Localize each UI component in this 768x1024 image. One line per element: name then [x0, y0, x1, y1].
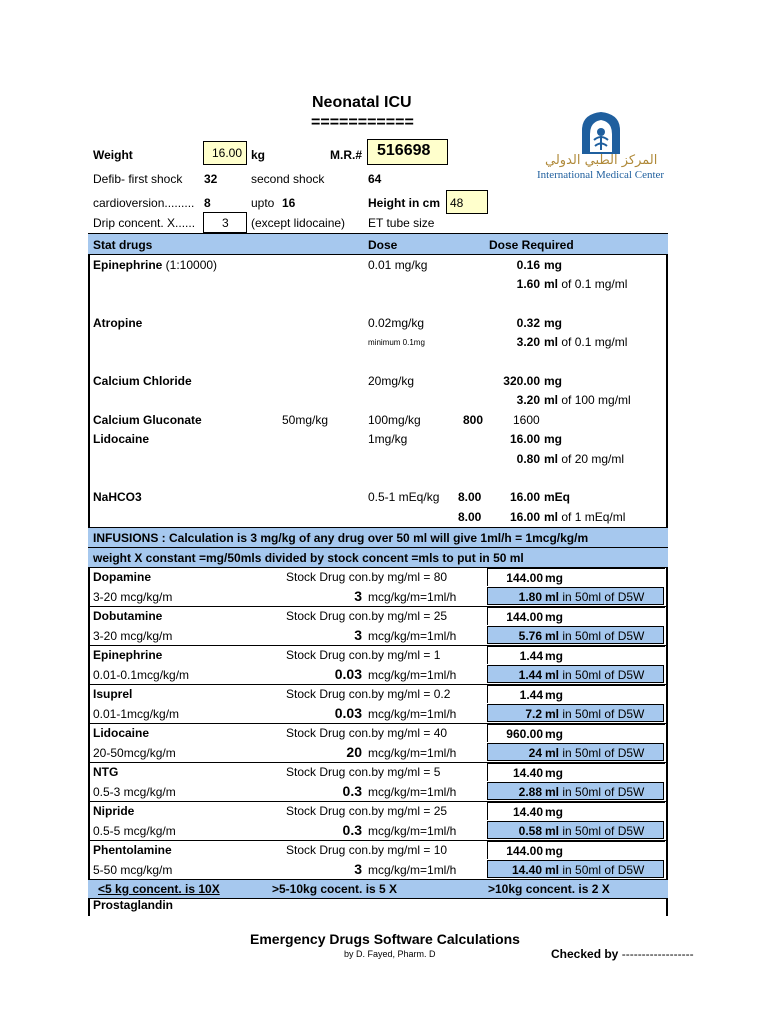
- mr-field[interactable]: [367, 139, 448, 165]
- infusion-mg-value: 1.44: [519, 649, 543, 663]
- prostaglandin-label: Prostaglandin: [93, 898, 174, 912]
- infusion-drug-name: NTG: [93, 765, 119, 779]
- mr-label: M.R.#: [330, 148, 363, 162]
- infusion-factor: 3: [354, 861, 362, 877]
- infusion-mg-value: 960.00: [506, 727, 543, 741]
- infusion-mg-cell: [487, 802, 665, 820]
- infusion-ml-unit: ml: [545, 746, 560, 760]
- concentration-lt5: <5 kg concent. is 10X: [98, 882, 220, 896]
- stat-drug-name: Calcium Gluconate: [93, 413, 202, 427]
- infusion-mg-value: 1.44: [519, 688, 543, 702]
- infusion-mg-cell: [487, 607, 665, 625]
- weight-unit: kg: [251, 148, 266, 162]
- height-label: Height in cm: [368, 196, 441, 210]
- infusion-mg-cell: [487, 646, 665, 664]
- stat-dose: 0.01 mg/kg: [368, 258, 428, 272]
- infusion-ml-note: in 50ml of D5W: [562, 863, 645, 877]
- infusion-factor: 0.03: [334, 666, 362, 682]
- stat-note: of 20 mg/ml: [561, 452, 625, 466]
- stat-unit: mEq: [544, 490, 571, 504]
- stat-unit: ml: [544, 335, 559, 349]
- infusion-stock: [286, 609, 447, 623]
- infusion-ml-value: 5.76: [518, 629, 542, 643]
- infusion-mg-value: 144.00: [506, 610, 543, 624]
- infusion-mg-value: 144.00: [506, 844, 543, 858]
- infusion-ml-unit: ml: [545, 707, 560, 721]
- infusion-range: 0.01-0.1mcg/kg/m: [93, 668, 190, 682]
- infusion-ml-note: in 50ml of D5W: [562, 746, 645, 760]
- stat-dose: 0.02mg/kg: [368, 316, 425, 330]
- stat-drug-name: Atropine: [93, 316, 143, 330]
- infusion-drug-name: Dopamine: [93, 570, 152, 584]
- stat-col-drug: Stat drugs: [93, 238, 153, 252]
- concentration-gt10: >10kg concent. is 2 X: [488, 882, 610, 896]
- stat-drug-name: Lidocaine: [93, 432, 150, 446]
- stat-note: of 1 mEq/ml: [561, 510, 626, 524]
- stat-unit: ml: [544, 452, 559, 466]
- except-label: (except lidocaine): [251, 216, 346, 230]
- stat-dose: 1mg/kg: [368, 432, 408, 446]
- stat-value: 1.60: [516, 277, 540, 291]
- et-tube-label: ET tube size: [368, 216, 435, 230]
- infusion-factor: 3: [354, 588, 362, 604]
- logo-emblem-icon: [578, 110, 624, 156]
- infusion-ml-unit: ml: [545, 668, 560, 682]
- stat-unit: mg: [544, 432, 562, 446]
- title-underline: ===========: [311, 114, 414, 131]
- stat-drug-name: NaHCO3: [93, 490, 142, 504]
- infusion-rate-label: mcg/kg/m=1ml/h: [368, 785, 457, 799]
- infusion-ml-note: in 50ml of D5W: [562, 668, 645, 682]
- infusion-ml-unit: ml: [545, 785, 560, 799]
- infusion-ml-value: 1.44: [518, 668, 542, 682]
- infusion-mg-cell: [487, 724, 665, 742]
- stock-label: Stock Drug con.by mg/ml =: [286, 804, 431, 818]
- stat-value: 16.00: [509, 510, 540, 524]
- stock-value: 0.2: [433, 687, 451, 701]
- infusion-ml-note: in 50ml of D5W: [562, 785, 645, 799]
- infusion-ml-note: in 50ml of D5W: [562, 590, 645, 604]
- infusion-range: 0.5-3 mcg/kg/m: [93, 785, 176, 799]
- infusion-factor: 0.03: [334, 705, 362, 721]
- infusion-ml-cell: [487, 782, 664, 800]
- stat-note: of 0.1 mg/ml: [561, 335, 628, 349]
- infusion-mg-value: 14.40: [512, 805, 543, 819]
- stat-value: 0.16: [516, 258, 540, 272]
- infusion-stock: [286, 726, 447, 740]
- infusion-stock: [286, 648, 440, 662]
- stat-col-required: Dose Required: [489, 238, 574, 252]
- stat-unit: mg: [544, 316, 562, 330]
- infusion-factor: 0.3: [342, 822, 362, 838]
- infusion-mg-unit: mg: [545, 805, 563, 819]
- infusion-ml-unit: ml: [545, 590, 560, 604]
- infusion-drug-name: Phentolamine: [93, 843, 172, 857]
- mr-value: 516698: [377, 142, 431, 159]
- stat-value: 8.00: [458, 510, 482, 524]
- infusion-drug-name: Lidocaine: [93, 726, 150, 740]
- stock-label: Stock Drug con.by mg/ml =: [286, 648, 431, 662]
- stat-note: of 0.1 mg/ml: [561, 277, 628, 291]
- checked-by-label: Checked by: [551, 947, 619, 961]
- infusion-ml-value: 24: [528, 746, 542, 760]
- infusion-mg-value: 14.40: [512, 766, 543, 780]
- logo-english-text: International Medical Center: [537, 169, 665, 181]
- infusion-formula-band: [88, 547, 668, 568]
- table-right-border: [666, 233, 668, 916]
- infusion-mg-unit: mg: [545, 727, 563, 741]
- infusion-ml-unit: ml: [545, 863, 560, 877]
- stock-label: Stock Drug con.by mg/ml =: [286, 765, 431, 779]
- stat-unit: mg: [544, 258, 562, 272]
- infusion-rate-label: mcg/kg/m=1ml/h: [368, 746, 457, 760]
- infusion-stock: [286, 765, 440, 779]
- stat-value: 320.00: [503, 374, 540, 388]
- infusion-band: [88, 527, 668, 548]
- stock-value: 1: [433, 648, 441, 662]
- infusion-factor: 20: [346, 744, 362, 760]
- infusion-ml-cell: [487, 587, 664, 605]
- stock-value: 40: [433, 726, 448, 740]
- infusion-stock: [286, 687, 450, 701]
- infusion-range: 0.01-1mcg/kg/m: [93, 707, 180, 721]
- stat-value: 0.80: [516, 452, 540, 466]
- drip-field[interactable]: [203, 212, 247, 233]
- infusion-mg-cell: [487, 763, 665, 781]
- stock-label: Stock Drug con.by mg/ml =: [286, 843, 431, 857]
- stock-label: Stock Drug con.by mg/ml =: [286, 570, 431, 584]
- infusion-mg-cell: [487, 685, 665, 703]
- drip-label: Drip concent. X......: [93, 216, 196, 230]
- infusion-mg-cell: [487, 841, 665, 859]
- stat-dose: 100mg/kg: [368, 413, 421, 427]
- infusion-ml-value: 7.2: [525, 707, 542, 721]
- stat-unit: ml: [544, 277, 559, 291]
- infusion-factor: 0.3: [342, 783, 362, 799]
- checked-by-line: ------------------: [621, 947, 694, 961]
- stock-label: Stock Drug con.by mg/ml =: [286, 726, 431, 740]
- stock-label: Stock Drug con.by mg/ml =: [286, 609, 431, 623]
- defib-label: Defib- first shock: [93, 172, 183, 186]
- infusion-rate-label: mcg/kg/m=1ml/h: [368, 707, 457, 721]
- infusion-stock: [286, 843, 447, 857]
- stat-value: 8.00: [458, 490, 482, 504]
- height-field[interactable]: [446, 190, 488, 214]
- weight-label: Weight: [93, 148, 133, 162]
- infusion-ml-unit: ml: [545, 629, 560, 643]
- infusion-ml-value: 1.80: [518, 590, 542, 604]
- stat-unit: ml: [544, 510, 559, 524]
- second-shock-label: second shock: [251, 172, 325, 186]
- infusion-rate-label: mcg/kg/m=1ml/h: [368, 824, 457, 838]
- infusion-drug-name: Epinephrine: [93, 648, 163, 662]
- infusion-mg-unit: mg: [545, 571, 563, 585]
- stat-value: 800: [463, 413, 484, 427]
- infusion-ml-cell: [487, 860, 664, 878]
- infusion-range: 3-20 mcg/kg/m: [93, 590, 173, 604]
- concentration-band: [88, 879, 668, 899]
- infusion-rate-label: mcg/kg/m=1ml/h: [368, 668, 457, 682]
- stat-drug-name: Calcium Chloride: [93, 374, 192, 388]
- cardioversion-label: cardioversion.........: [93, 196, 195, 210]
- infusion-ml-cell: [487, 665, 664, 683]
- infusion-ml-value: 0.58: [518, 824, 542, 838]
- infusion-ml-cell: [487, 821, 664, 839]
- infusion-rate-label: mcg/kg/m=1ml/h: [368, 629, 457, 643]
- weight-field[interactable]: [203, 141, 247, 165]
- page-title: Neonatal ICU: [312, 94, 412, 111]
- infusion-mg-cell: [487, 568, 665, 586]
- weight-value: 16.00: [211, 146, 242, 160]
- infusion-mg-unit: mg: [545, 766, 563, 780]
- stock-value: 5: [433, 765, 441, 779]
- stat-col-dose: Dose: [368, 238, 398, 252]
- stat-value: 16.00: [509, 490, 540, 504]
- infusion-drug-name: Isuprel: [93, 687, 133, 701]
- footer-author: by D. Fayed, Pharm. D: [344, 949, 436, 959]
- infusion-rate-label: mcg/kg/m=1ml/h: [368, 863, 457, 877]
- stat-value: 3.20: [516, 335, 540, 349]
- infusion-range: 0.5-5 mcg/kg/m: [93, 824, 176, 838]
- infusion-stock: [286, 570, 447, 584]
- stat-drug-name: Epinephrine: [93, 258, 163, 272]
- logo-arabic-text: المركز الطبي الدولي: [545, 153, 658, 168]
- infusion-range: 3-20 mcg/kg/m: [93, 629, 173, 643]
- stat-note: of 100 mg/ml: [561, 393, 631, 407]
- infusion-ml-note: in 50ml of D5W: [562, 629, 645, 643]
- stat-dose: 20mg/kg: [368, 374, 415, 388]
- footer-title: Emergency Drugs Software Calculations: [250, 931, 520, 947]
- second-shock-value: 64: [368, 172, 382, 186]
- stock-value: 25: [433, 609, 448, 623]
- cardioversion-value: 8: [204, 196, 211, 210]
- upto-label: upto: [251, 196, 275, 210]
- stat-dose: 0.5-1 mEq/kg: [368, 490, 440, 504]
- infusion-mg-value: 144.00: [506, 571, 543, 585]
- infusion-stock: [286, 804, 447, 818]
- infusion-ml-value: 2.88: [518, 785, 542, 799]
- infusion-range: 5-50 mcg/kg/m: [93, 863, 173, 877]
- stat-drug-conc: (1:10000): [162, 258, 218, 272]
- stat-value: 0.32: [516, 316, 540, 330]
- height-value: 48: [450, 196, 464, 210]
- infusion-mg-unit: mg: [545, 844, 563, 858]
- upto-value: 16: [282, 196, 296, 210]
- table-left-border: [88, 233, 90, 916]
- stat-note: minimum 0.1mg: [368, 338, 425, 347]
- infusion-ml-note: in 50ml of D5W: [562, 824, 645, 838]
- stat-unit: ml: [544, 393, 559, 407]
- infusion-mg-unit: mg: [545, 610, 563, 624]
- defib-value: 32: [204, 172, 218, 186]
- infusion-ml-cell: [487, 704, 664, 722]
- infusion-formula-text: weight X constant =mg/50mls divided by stock concent =mls to put in 50 ml: [93, 551, 524, 565]
- infusion-ml-unit: ml: [545, 824, 560, 838]
- infusion-drug-name: Nipride: [93, 804, 135, 818]
- stat-dose: 50mg/kg: [282, 413, 329, 427]
- stock-value: 25: [433, 804, 448, 818]
- infusion-ml-cell: [487, 743, 664, 761]
- infusion-rate-label: mcg/kg/m=1ml/h: [368, 590, 457, 604]
- infusion-ml-cell: [487, 626, 664, 644]
- infusion-band-text: INFUSIONS : Calculation is 3 mg/kg of any drug over 50 ml will give 1ml/h = 1mcg/kg/m: [93, 531, 589, 545]
- stock-label: Stock Drug con.by mg/ml =: [286, 687, 431, 701]
- infusion-ml-note: in 50ml of D5W: [562, 707, 645, 721]
- stat-header: [88, 233, 668, 255]
- drip-value: 3: [222, 216, 229, 230]
- infusion-mg-unit: mg: [545, 649, 563, 663]
- infusion-ml-value: 14.40: [511, 863, 542, 877]
- stat-value: 1600: [513, 413, 540, 427]
- infusion-factor: 3: [354, 627, 362, 643]
- stat-value: 16.00: [509, 432, 540, 446]
- infusion-range: 20-50mcg/kg/m: [93, 746, 176, 760]
- stock-value: 10: [433, 843, 448, 857]
- stat-value: 3.20: [516, 393, 540, 407]
- stock-value: 80: [433, 570, 448, 584]
- infusion-drug-name: Dobutamine: [93, 609, 163, 623]
- stat-unit: mg: [544, 374, 562, 388]
- infusion-mg-unit: mg: [545, 688, 563, 702]
- concentration-5-10: >5-10kg cocent. is 5 X: [272, 882, 398, 896]
